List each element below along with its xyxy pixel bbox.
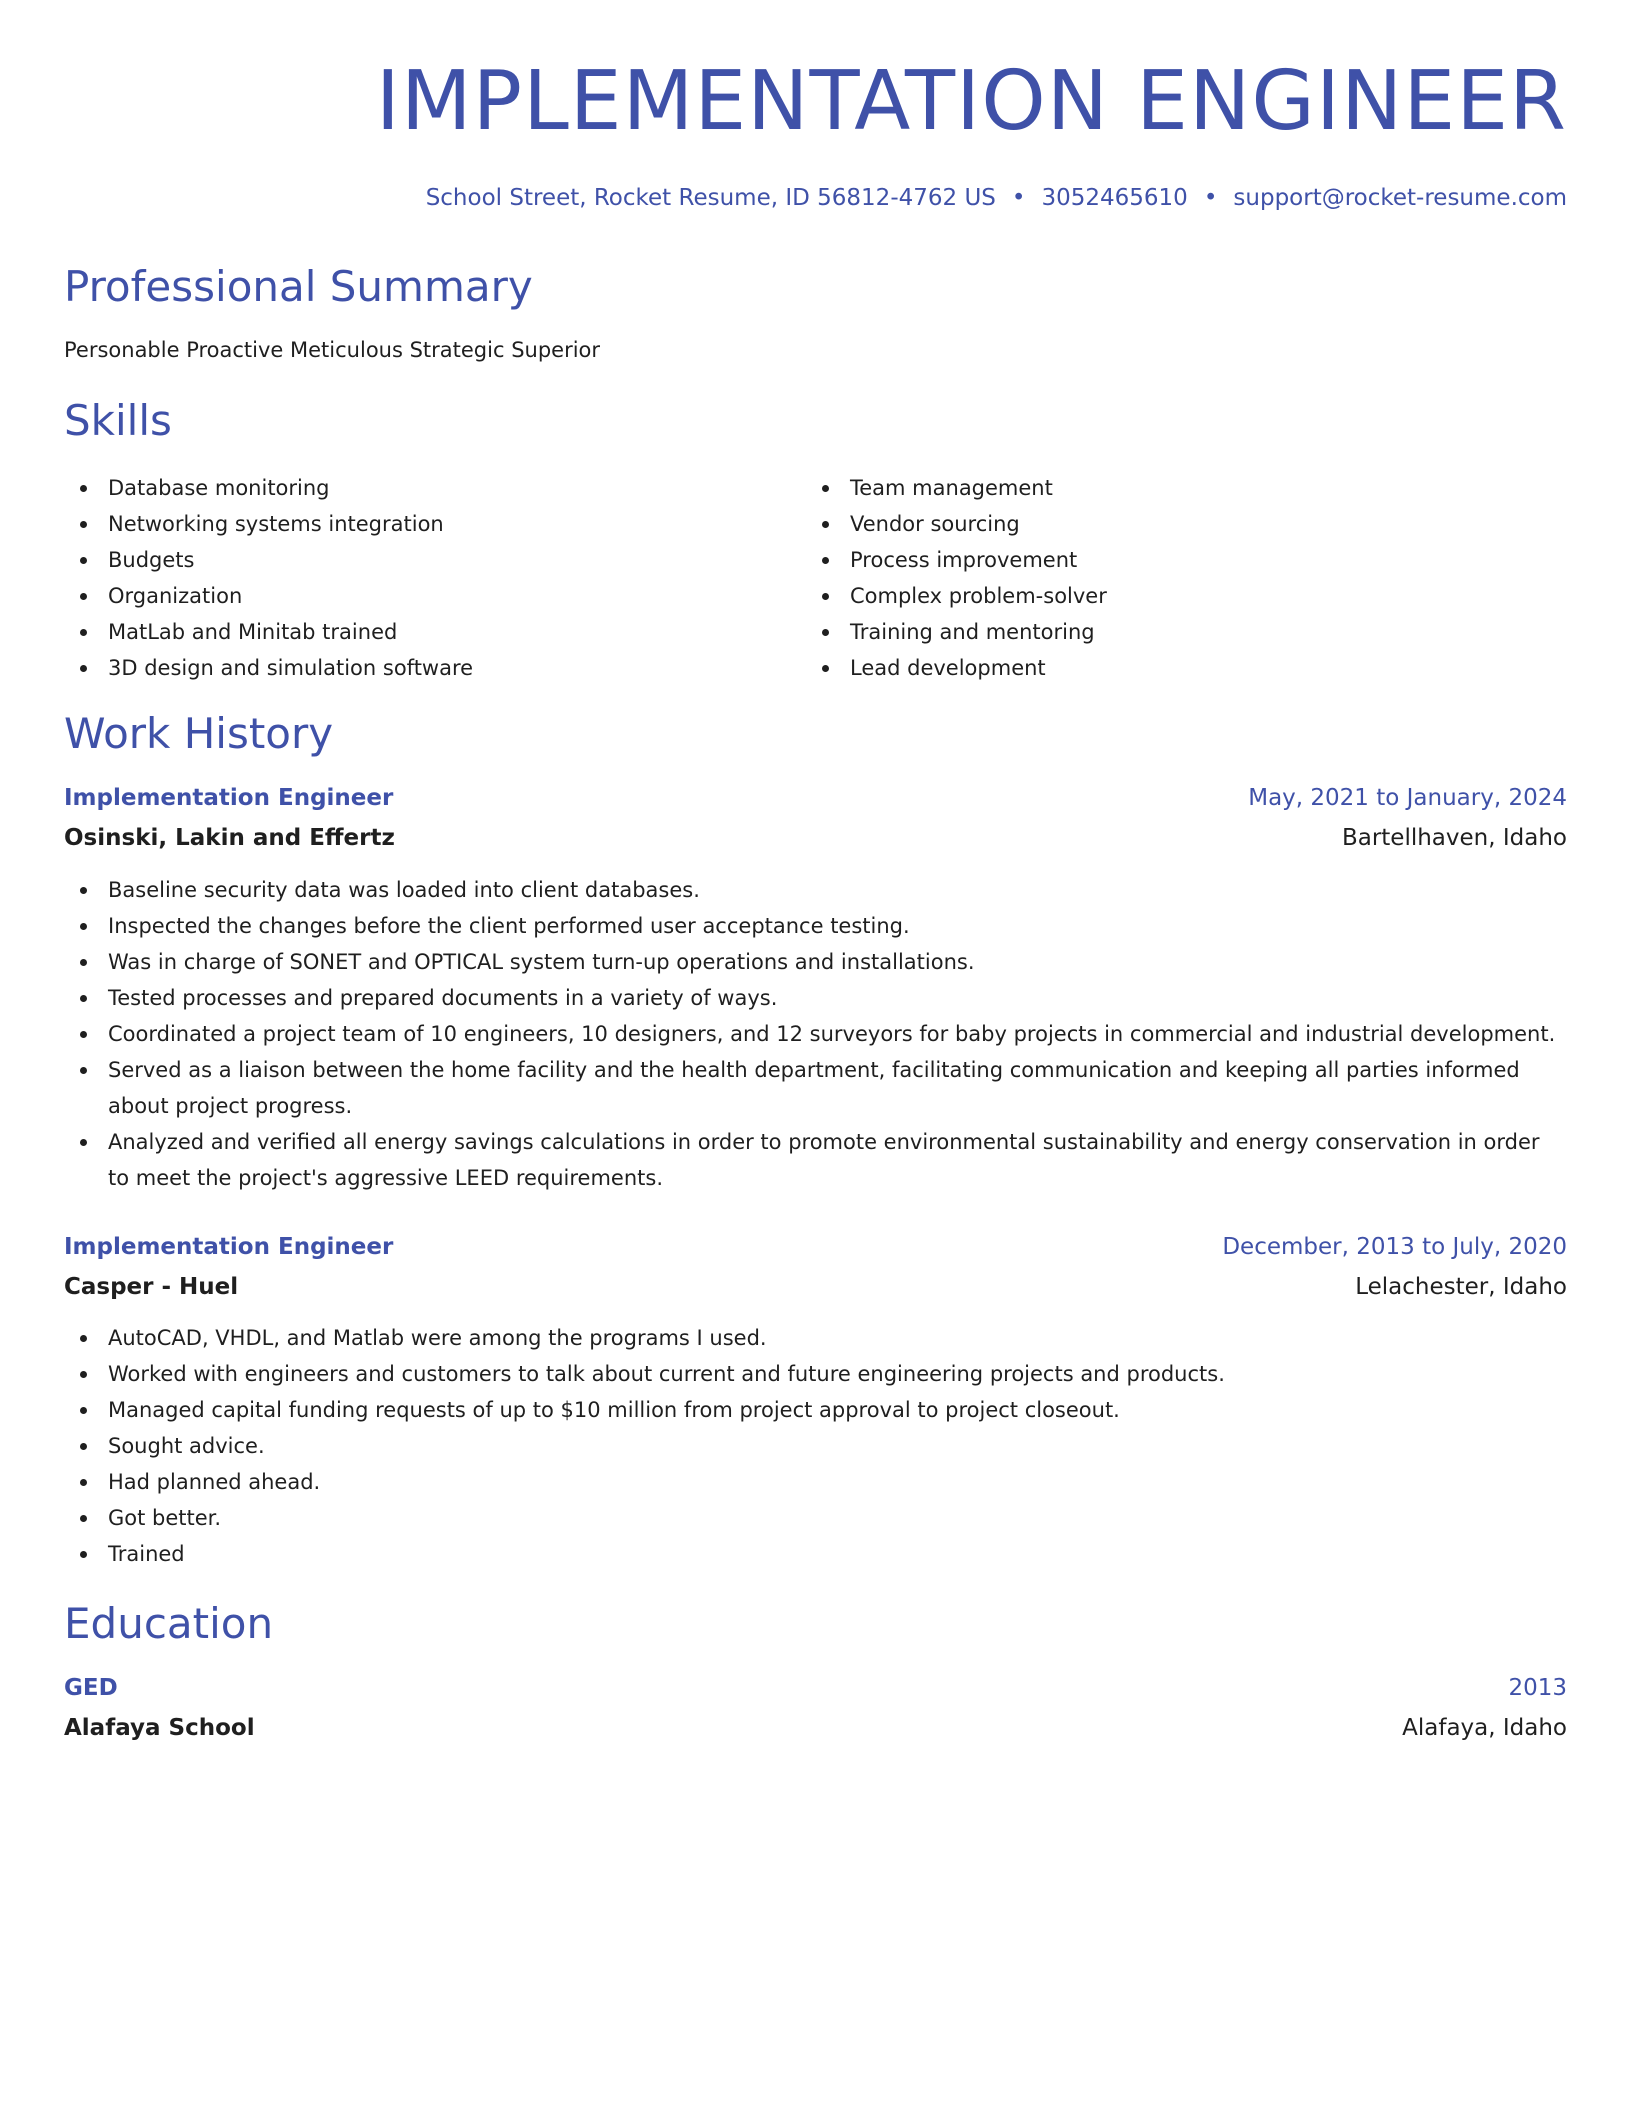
skills-heading: Skills xyxy=(64,396,172,445)
contact-phone: 3052465610 xyxy=(1041,185,1188,211)
job-company: Casper - Huel xyxy=(64,1274,239,1300)
education-degree: GED xyxy=(64,1675,118,1701)
job-location: Bartellhaven, Idaho xyxy=(1341,825,1567,851)
job-bullet: AutoCAD, VHDL, and Matlab were among the programs I used. xyxy=(64,1320,1567,1356)
skill-item: Training and mentoring xyxy=(806,614,1526,650)
job-bullet: Was in charge of SONET and OPTICAL system turn-up operations and installations. xyxy=(64,944,1567,980)
skill-item: 3D design and simulation software xyxy=(64,650,784,686)
skill-item: Networking systems integration xyxy=(64,506,784,542)
contact-email[interactable]: support@rocket-resume.com xyxy=(1233,185,1567,211)
education-heading: Education xyxy=(64,1599,274,1648)
job-subheader xyxy=(64,1267,1567,1307)
job-header xyxy=(64,1227,1567,1267)
skill-item: Complex problem-solver xyxy=(806,578,1526,614)
contact-line xyxy=(426,182,1567,214)
education-header xyxy=(64,1668,1567,1708)
skill-item: Process improvement xyxy=(806,542,1526,578)
job-header xyxy=(64,778,1567,818)
job-bullet: Baseline security data was loaded into client databases. xyxy=(64,872,1567,908)
contact-address: School Street, Rocket Resume, ID 56812-4762 US xyxy=(425,185,996,211)
job-role: Implementation Engineer xyxy=(64,1234,394,1260)
summary-text: Personable Proactive Meticulous Strategic Superior xyxy=(64,338,601,362)
skill-item: Organization xyxy=(64,578,784,614)
job-bullets xyxy=(64,1320,1567,1572)
job-bullet: Trained xyxy=(64,1536,1567,1572)
skill-item: Lead development xyxy=(806,650,1526,686)
skill-item: MatLab and Minitab trained xyxy=(64,614,784,650)
contact-separator: • xyxy=(1203,185,1218,211)
education-school: Alafaya School xyxy=(64,1715,255,1741)
skill-item: Budgets xyxy=(64,542,784,578)
job-bullet: Coordinated a project team of 10 engineers, 10 designers, and 12 surveyors for baby projects in commercial and industrial development. xyxy=(64,1016,1567,1052)
education-year: 2013 xyxy=(1508,1675,1567,1701)
job-location: Lelachester, Idaho xyxy=(1355,1274,1567,1300)
job-bullet: Analyzed and verified all energy savings calculations in order to promote environmental sustainability and energy conservation in order to meet the project's aggressive LEED requirements. xyxy=(64,1124,1567,1196)
resume-page xyxy=(64,0,1567,2112)
skills-list-left xyxy=(64,470,784,686)
job-bullet: Sought advice. xyxy=(64,1428,1567,1464)
job-dates: December, 2013 to July, 2020 xyxy=(1222,1234,1567,1260)
skill-item: Database monitoring xyxy=(64,470,784,506)
education-subheader xyxy=(64,1708,1567,1748)
job-bullet: Inspected the changes before the client performed user acceptance testing. xyxy=(64,908,1567,944)
job-bullet: Managed capital funding requests of up to $10 million from project approval to project closeout. xyxy=(64,1392,1567,1428)
contact-separator: • xyxy=(1011,185,1026,211)
job-subheader xyxy=(64,818,1567,858)
job-dates: May, 2021 to January, 2024 xyxy=(1248,785,1567,811)
job-bullet: Tested processes and prepared documents in a variety of ways. xyxy=(64,980,1567,1016)
job-bullets xyxy=(64,872,1567,1196)
skill-item: Team management xyxy=(806,470,1526,506)
job-bullet: Served as a liaison between the home facility and the health department, facilitating communication and keeping all parties informed about project progress. xyxy=(64,1052,1567,1124)
job-bullet: Had planned ahead. xyxy=(64,1464,1567,1500)
work-heading: Work History xyxy=(64,709,334,758)
education-location: Alafaya, Idaho xyxy=(1402,1715,1567,1741)
summary-heading: Professional Summary xyxy=(64,262,533,311)
resume-title: IMPLEMENTATION ENGINEER xyxy=(375,54,1567,149)
skills-list-right xyxy=(806,470,1526,686)
job-role: Implementation Engineer xyxy=(64,785,394,811)
job-bullet: Worked with engineers and customers to talk about current and future engineering projects and products. xyxy=(64,1356,1567,1392)
job-bullet: Got better. xyxy=(64,1500,1567,1536)
skill-item: Vendor sourcing xyxy=(806,506,1526,542)
job-company: Osinski, Lakin and Effertz xyxy=(64,825,395,851)
